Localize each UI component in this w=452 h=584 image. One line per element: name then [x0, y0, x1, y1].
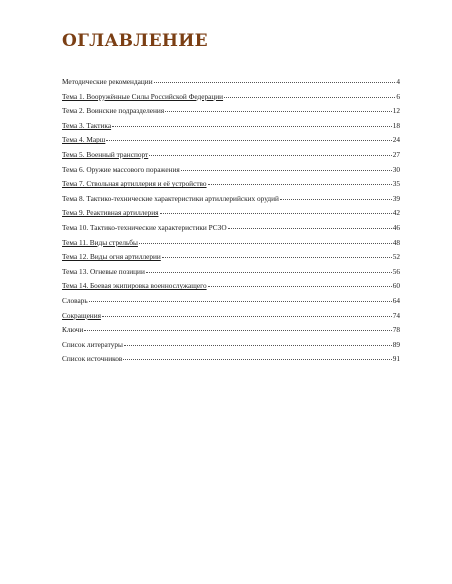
toc-entry-page-number[interactable]: 27 — [392, 149, 400, 159]
toc-entry-page-number[interactable]: 35 — [392, 179, 400, 189]
toc-dot-leader — [123, 352, 391, 361]
toc-entry[interactable] — [62, 279, 400, 294]
toc-entry[interactable] — [62, 90, 400, 105]
toc-entry[interactable] — [62, 323, 400, 338]
toc-entry-title[interactable]: Тема 5. Военный транспорт — [62, 149, 149, 159]
toc-entry[interactable] — [62, 250, 400, 265]
toc-dot-leader — [280, 192, 392, 201]
toc-entry-title[interactable]: Тема 11. Виды стрельбы — [62, 237, 138, 247]
toc-entry-page-number[interactable]: 91 — [392, 354, 400, 364]
toc-dot-leader — [149, 148, 391, 157]
toc-entry-title[interactable]: Словарь — [62, 295, 88, 305]
toc-entry-page-number[interactable]: 42 — [392, 208, 400, 218]
toc-dot-leader — [224, 90, 395, 99]
toc-entry-page-number[interactable]: 74 — [392, 310, 400, 320]
toc-entry-title[interactable]: Тема 10. Тактико-технические характеристики РСЗО — [62, 222, 227, 232]
toc-entry[interactable] — [62, 265, 400, 280]
toc-entry-title[interactable]: Тема 13. Огневые позиции — [62, 266, 145, 276]
toc-entry-title[interactable]: Сокращения — [62, 310, 101, 320]
toc-entry-page-number[interactable]: 39 — [392, 193, 400, 203]
toc-entry-page-number[interactable]: 89 — [392, 339, 400, 349]
toc-entry-title[interactable]: Тема 9. Реактивная артиллерия — [62, 208, 159, 218]
toc-entry[interactable] — [62, 206, 400, 221]
toc-dot-leader — [139, 236, 392, 245]
toc-dot-leader — [165, 104, 392, 113]
toc-entry-page-number[interactable]: 46 — [392, 222, 400, 232]
toc-dot-leader — [84, 323, 391, 332]
toc-entry-title[interactable]: Ключи — [62, 325, 84, 335]
toc-entry-page-number[interactable]: 24 — [392, 135, 400, 145]
toc-entry-title[interactable]: Тема 6. Оружие массового поражения — [62, 164, 180, 174]
toc-dot-leader — [89, 294, 392, 303]
toc-dot-leader — [208, 279, 392, 288]
toc-entry-page-number[interactable]: 18 — [392, 120, 400, 130]
toc-dot-leader — [154, 75, 396, 84]
toc-dot-leader — [106, 133, 391, 142]
toc-entry-title[interactable]: Тема 4. Марш — [62, 135, 106, 145]
toc-entry[interactable] — [62, 133, 400, 148]
toc-entry[interactable] — [62, 163, 400, 178]
toc-entry-title[interactable]: Тема 14. Боевая экипировка военнослужащего — [62, 281, 207, 291]
toc-entry-title[interactable]: Тема 7. Ствольная артиллерия и её устройство — [62, 179, 207, 189]
toc-dot-leader — [160, 206, 392, 215]
toc-dot-leader — [112, 119, 392, 128]
toc-entry-page-number[interactable]: 12 — [392, 106, 400, 116]
toc-entry-title[interactable]: Список источников — [62, 354, 123, 364]
toc-entry-page-number[interactable]: 78 — [392, 325, 400, 335]
toc-entry[interactable] — [62, 221, 400, 236]
toc-entry-title[interactable]: Методические рекомендации — [62, 77, 153, 86]
toc-entry-title[interactable]: Список литературы — [62, 339, 123, 349]
toc-dot-leader — [124, 338, 392, 347]
toc-entry[interactable] — [62, 75, 400, 90]
toc-entry-title[interactable]: Тема 12. Виды огня артиллерии — [62, 252, 161, 262]
toc-entry-page-number[interactable]: 60 — [392, 281, 400, 291]
toc-entry[interactable] — [62, 294, 400, 309]
toc-entry[interactable] — [62, 309, 400, 324]
toc-entry[interactable] — [62, 119, 400, 134]
toc-entry-page-number[interactable]: 52 — [392, 252, 400, 262]
toc-entry-title[interactable]: Тема 2. Воинские подразделения — [62, 106, 165, 116]
toc-entry-title[interactable]: Тема 1. Вооружённые Силы Российской Федерации — [62, 91, 224, 101]
toc-dot-leader — [208, 177, 392, 186]
toc-entry-page-number[interactable]: 30 — [392, 164, 400, 174]
toc-entry-title[interactable]: Тема 8. Тактико-технические характеристики артиллерийских орудий — [62, 193, 279, 203]
toc-dot-leader — [181, 163, 392, 172]
toc-entry[interactable] — [62, 148, 400, 163]
toc-entry-page-number[interactable]: 4 — [396, 77, 400, 86]
toc-entry[interactable] — [62, 352, 400, 367]
toc-dot-leader — [146, 265, 392, 274]
toc-entry[interactable] — [62, 177, 400, 192]
toc-dot-leader — [102, 309, 392, 318]
toc-entry-page-number[interactable]: 56 — [392, 266, 400, 276]
toc-dot-leader — [162, 250, 392, 259]
toc-dot-leader — [228, 221, 392, 230]
toc-entry[interactable] — [62, 192, 400, 207]
toc-entry-page-number[interactable]: 48 — [392, 237, 400, 247]
toc-entry-page-number[interactable]: 6 — [396, 91, 400, 101]
toc-entry-page-number[interactable]: 64 — [392, 295, 400, 305]
toc-entry[interactable] — [62, 338, 400, 353]
toc-entry[interactable] — [62, 104, 400, 119]
toc-entry[interactable] — [62, 236, 400, 251]
table-of-contents — [62, 75, 400, 367]
page-title: ОГЛАВЛЕНИЕ — [62, 31, 208, 51]
toc-entry-title[interactable]: Тема 3. Тактика — [62, 120, 112, 130]
